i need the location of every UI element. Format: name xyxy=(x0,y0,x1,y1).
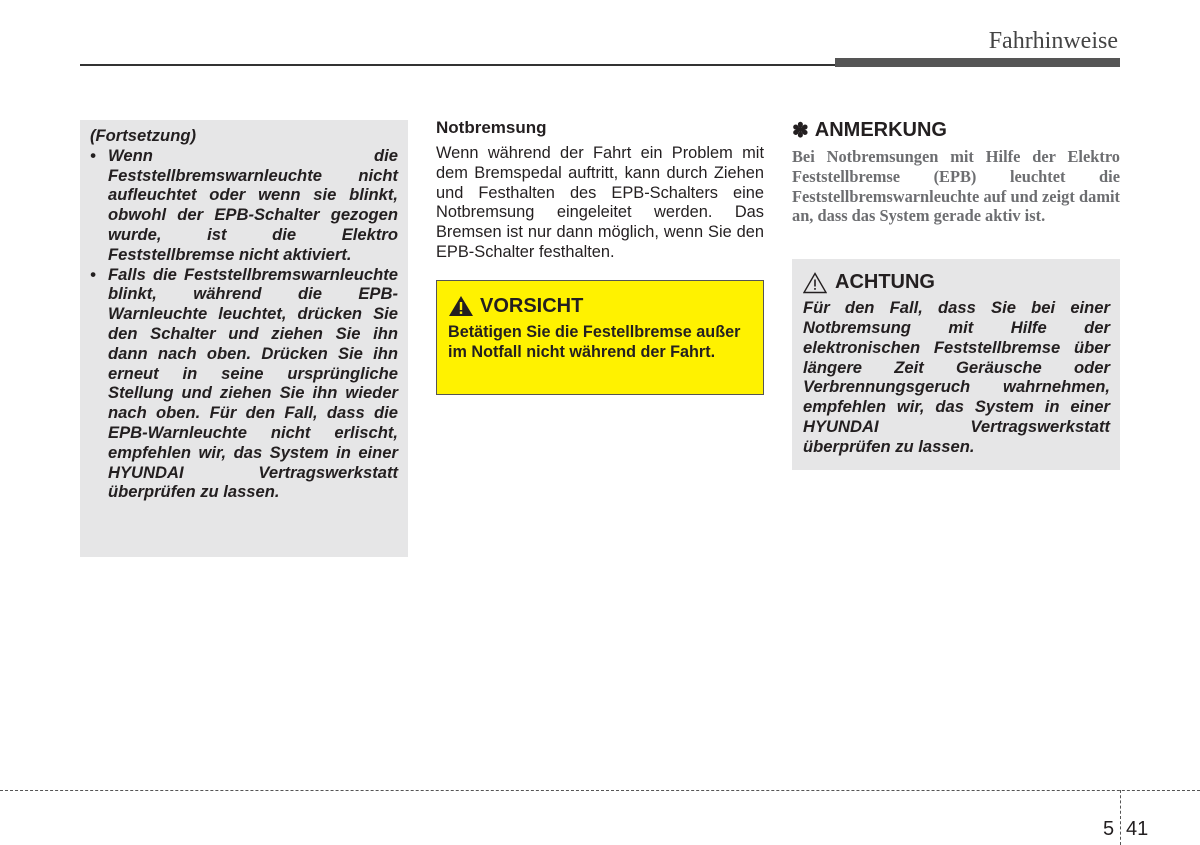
footer-dashed-line xyxy=(0,790,1200,791)
warning-triangle-icon xyxy=(448,295,474,317)
note-star-icon: ✽ xyxy=(792,120,809,142)
section-text-notbremsung: Wenn während der Fahrt ein Problem mit dem Bremspedal auftritt, kann durch Ziehen und Festhalten des EPB-Schalters eine Notbremsung eingeleitet werden. Das Bremsen ist nur dann möglich, wenn Sie den EPB-Schalter festhalten. xyxy=(436,144,764,261)
page-number: 41 xyxy=(1126,818,1149,840)
list-item-text: Falls die Feststellbremswarnleuchte blinkt, während die EPB-Warnleuchte leuchtet, drücken Sie den Schalter und ziehen Sie ihn dann nach oben. Drücken Sie ihn erneut in seine ursprüngliche Stellung und ziehen Sie ihn wieder nach oben. Für den Fall, dass die EPB-Warnleuchte nicht erlischt, empfehlen wir, das System in einer HYUNDAI Vertragswerkstatt überprüfen zu lassen. xyxy=(108,264,398,502)
achtung-text: Für den Fall, dass Sie bei einer Notbremsung mit Hilfe der elektronischen Feststellbremse über längere Zeit Geräusche oder Verbrennungsgeruch wahrnehmen, empfehlen wir, das System in einer HYUNDAI Vertragswerkstatt überprüfen zu lassen. xyxy=(803,298,1110,456)
header-rule xyxy=(80,64,835,66)
vorsicht-text: Betätigen Sie die Festellbremse außer im Notfall nicht während der Fahrt. xyxy=(448,322,741,361)
page-header-title: Fahrhinweise xyxy=(988,28,1118,54)
achtung-title-text: ACHTUNG xyxy=(835,271,935,294)
vorsicht-title-text: VORSICHT xyxy=(480,294,584,317)
anmerkung-title xyxy=(792,118,1120,143)
continuation-list xyxy=(90,146,398,502)
anmerkung-text: Bei Notbremsungen mit Hilfe der Elektro Feststellbremse (EPB) leuchtet die Feststellbremswarnleuchte auf und zeigt damit an, dass das System gerade aktiv ist. xyxy=(792,147,1120,226)
bullet-icon: • xyxy=(90,264,96,284)
achtung-box xyxy=(792,259,1120,470)
left-column xyxy=(80,120,408,557)
list-item xyxy=(90,265,398,503)
continuation-heading: (Fortsetzung) xyxy=(90,126,196,145)
continuation-box xyxy=(80,120,408,557)
header-bar xyxy=(835,58,1120,67)
section-title-notbremsung: Notbremsung xyxy=(436,118,547,137)
right-column xyxy=(792,118,1120,470)
achtung-title xyxy=(803,271,1110,294)
middle-column xyxy=(436,118,764,395)
caution-triangle-icon xyxy=(803,272,827,294)
vorsicht-title xyxy=(448,295,752,318)
list-item-text: Wenn die Feststellbremswarnleuchte nicht aufleuchtet oder wenn sie blinkt, obwohl der EPB-Schalter gezogen wurde, ist die Elektro Feststellbremse nicht aktiviert. xyxy=(108,145,398,264)
vorsicht-box xyxy=(436,280,764,395)
anmerkung-title-text: ANMERKUNG xyxy=(814,119,947,141)
list-item xyxy=(90,146,398,265)
bullet-icon: • xyxy=(90,145,96,165)
chapter-number: 5 xyxy=(1103,818,1115,840)
footer-dashed-divider xyxy=(1120,790,1121,845)
